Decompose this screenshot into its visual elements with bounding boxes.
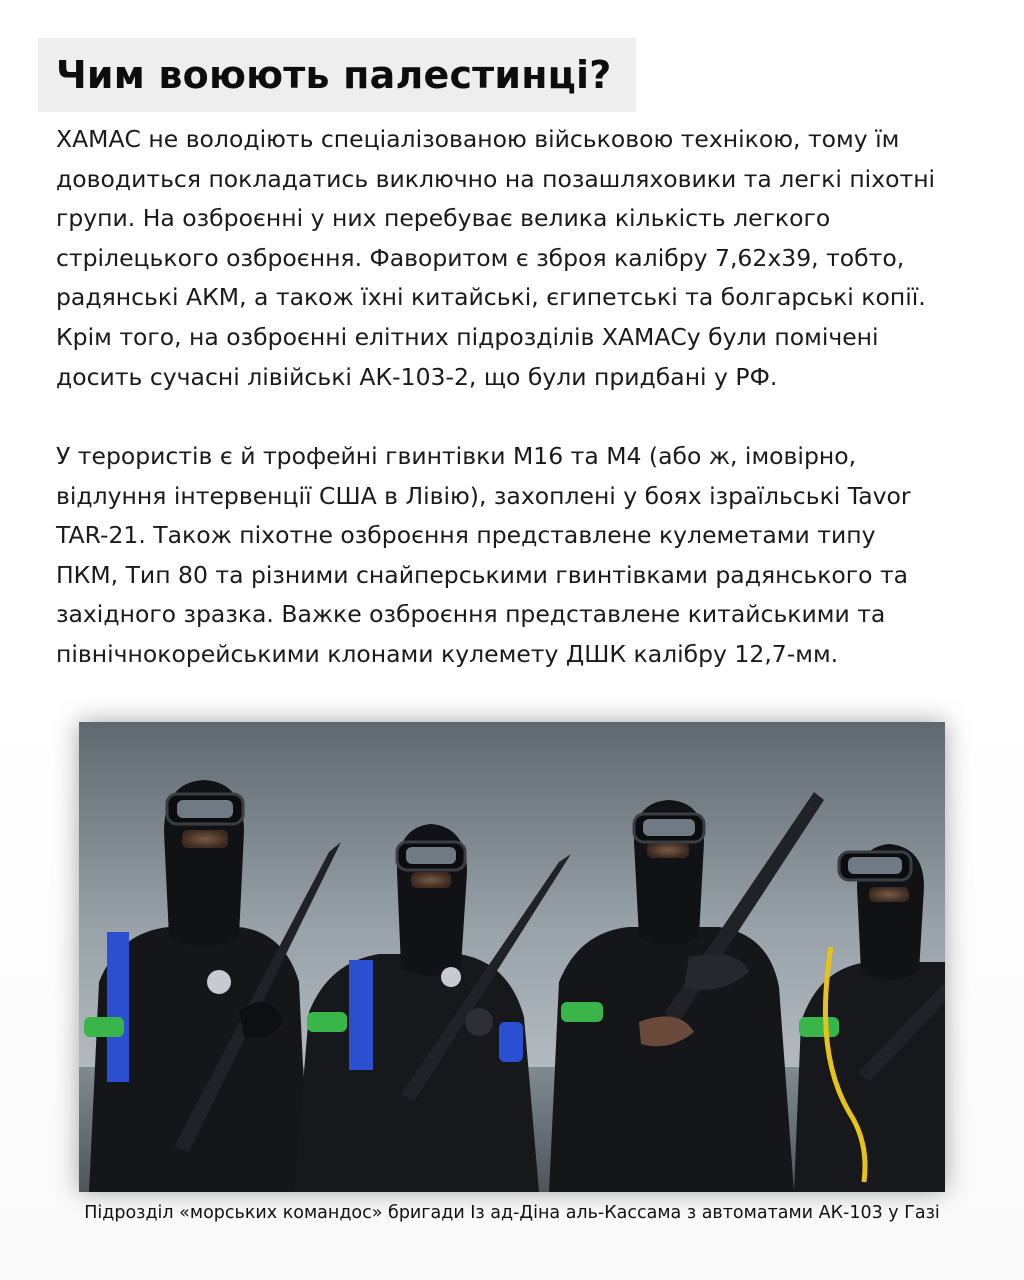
paragraph-line: групи. На озброєнні у них перебуває велика кількість легкого [56,204,831,233]
paragraph-line: TAR-21. Також піхотне озброєння представлене кулеметами типу [56,521,876,550]
photo [79,722,945,1192]
armband [799,1017,839,1037]
paragraph-line: ХАМАС не володіють спеціалізованою військовою технікою, тому їм [56,125,900,153]
paragraph-line: відлуння інтервенції США в Лівію), захоплені у боях ізраїльські Tavor [56,481,911,510]
photo-illustration [79,722,945,1192]
paragraph-line: ПКМ, Тип 80 та різними снайперськими гвинтівками радянського та [56,560,909,589]
photo-caption: Підрозділ «морських командос» бригади Із ад-Діна аль-Кассама з автоматами АК-103 у Газі [84,1203,940,1223]
paragraph-line: Крім того, на озброєнні елітних підрозділів ХАМАСу були помічені [56,322,879,351]
paragraph-line: радянські АКМ, а також їхні китайські, єгипетські та болгарські копії. [56,283,926,312]
title-box [38,38,636,112]
paragraph-line: стрілецького озброєння. Фаворитом є зброя калібру 7,62х39, тобто, [56,243,905,272]
paragraph-line: доводиться покладатись виключно на позашляховики та легкі піхотні [56,164,936,193]
paragraph-2 [56,437,986,675]
patch [441,967,461,987]
paragraph-line: північнокорейськими клонами кулемету ДШК калібру 12,7-мм. [56,639,839,668]
paragraph-line: досить сучасні лівійські АК-103-2, що були придбані у РФ. [56,362,778,391]
armband [561,1002,603,1022]
paragraph-line: У терористів є й трофейні гвинтівки М16 та М4 (або ж, імовірно, [56,442,857,470]
page-title: Чим воюють палестинці? [56,53,612,97]
armband [307,1012,347,1032]
patch [207,970,231,994]
armband [84,1017,124,1037]
paragraph-line: західного зразка. Важке озброєння представлене китайськими та [56,600,886,629]
paragraph-1 [56,120,986,397]
